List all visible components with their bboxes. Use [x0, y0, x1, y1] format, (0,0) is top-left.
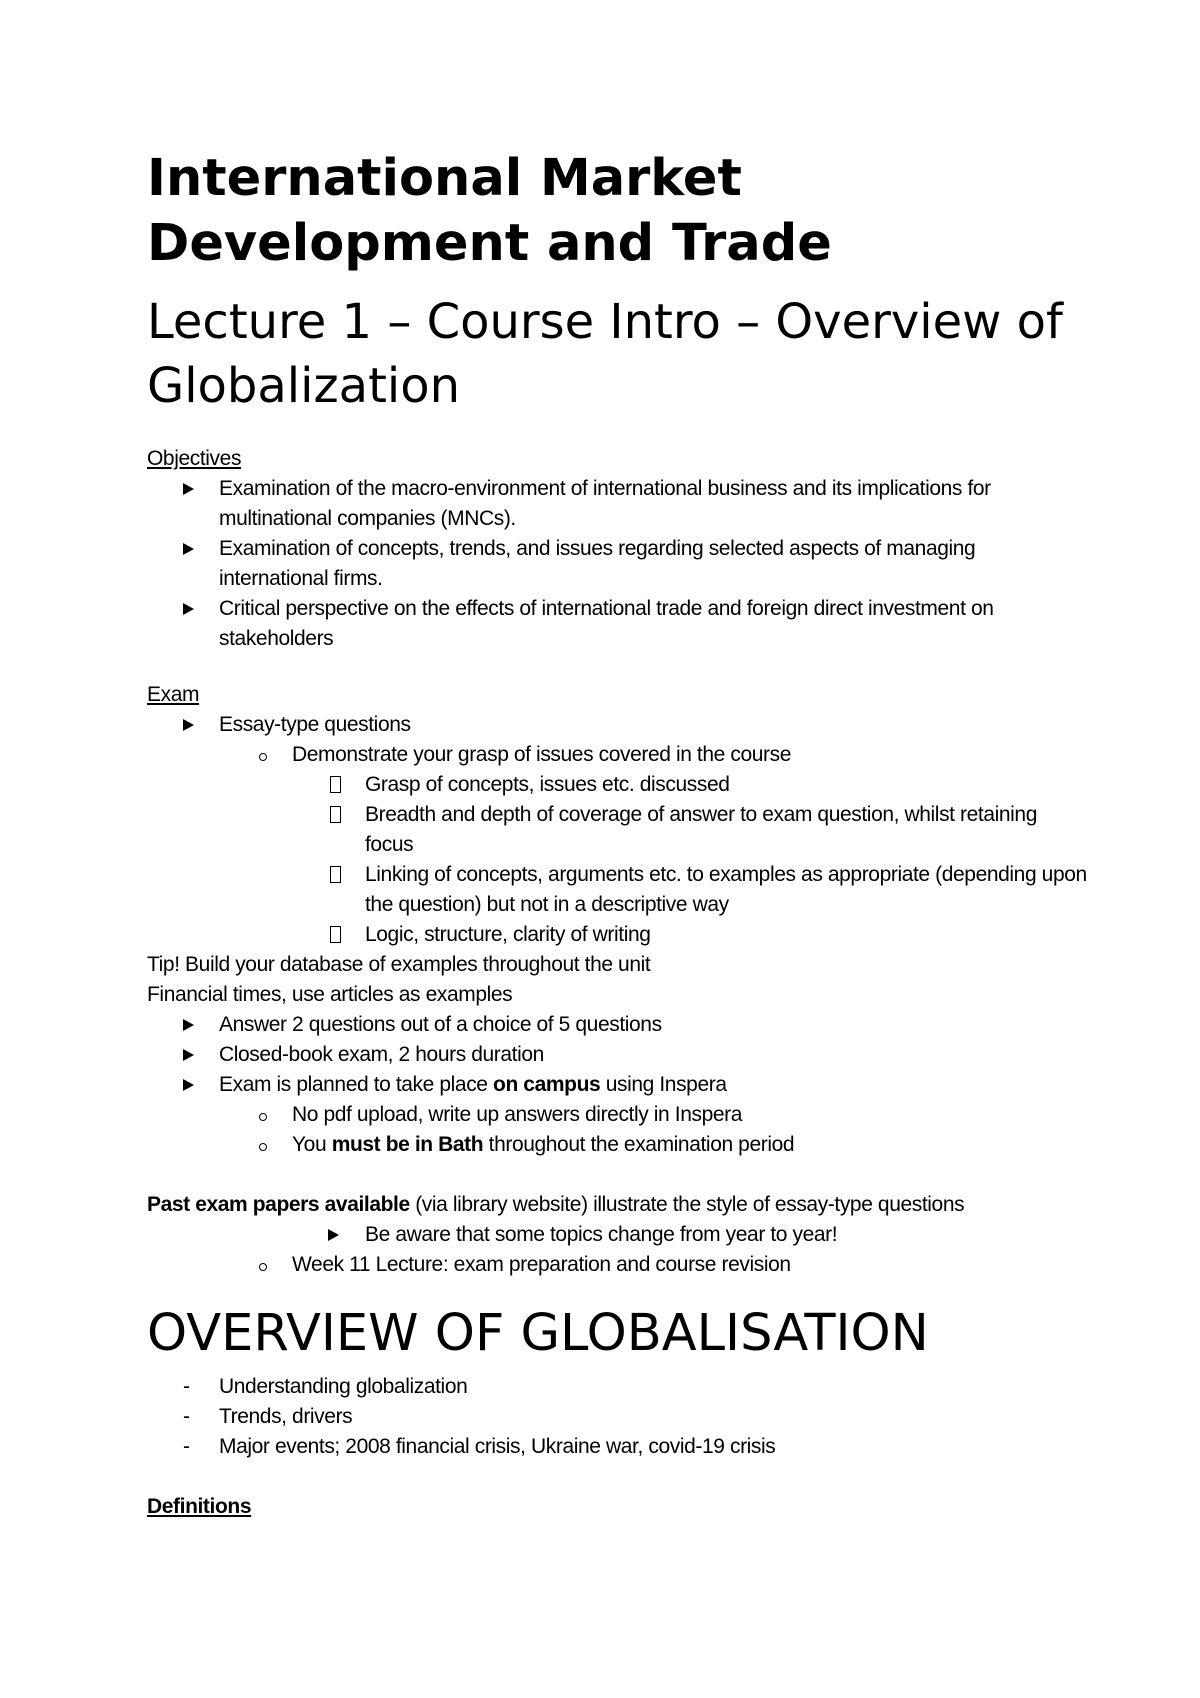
- missing-glyph-bullet-icon: [328, 920, 348, 952]
- document-page: [147, 146, 1087, 1522]
- document-body: [147, 444, 1087, 1280]
- triangle-bullet-icon: [183, 1010, 203, 1040]
- exam-essay-item: Essay-type questions: [147, 710, 1087, 740]
- circle-bullet-icon: [256, 1130, 276, 1160]
- missing-glyph-bullet-icon: [328, 770, 348, 802]
- exam-answer-item: Answer 2 questions out of a choice of 5 questions: [147, 1010, 1087, 1040]
- triangle-bullet-icon: [183, 1070, 203, 1100]
- overview-item: - Understanding globalization: [147, 1372, 1087, 1402]
- dash-bullet-icon: -: [183, 1375, 190, 1398]
- objective-item: Examination of the macro-environment of international business and its implications for multinational companies (MNCs).: [147, 474, 1087, 534]
- circle-bullet-icon: [256, 740, 276, 770]
- aware-item: Be aware that some topics change from year to year!: [147, 1220, 1087, 1250]
- overview-heading: OVERVIEW OF GLOBALISATION: [147, 1304, 929, 1363]
- document-title: International Market Development and Trade: [147, 149, 832, 273]
- triangle-bullet-icon: [183, 1040, 203, 1070]
- triangle-bullet-icon: [183, 594, 203, 624]
- dash-bullet-icon: -: [183, 1435, 190, 1458]
- past-papers-note: Past exam papers available (via library website) illustrate the style of essay-type questions: [147, 1193, 965, 1216]
- triangle-bullet-icon: [183, 710, 203, 740]
- triangle-bullet-icon: [183, 534, 203, 564]
- lecture-subtitle: Lecture 1 – Course Intro – Overview of Globalization: [147, 294, 1063, 414]
- circle-bullet-icon: [256, 1100, 276, 1130]
- overview-item: - Major events; 2008 financial crisis, Ukraine war, covid-19 crisis: [147, 1432, 1087, 1462]
- exam-closed-item: Closed-book exam, 2 hours duration: [147, 1040, 1087, 1070]
- dash-bullet-icon: -: [183, 1405, 190, 1428]
- missing-glyph-bullet-icon: [328, 800, 348, 832]
- objective-item: Critical perspective on the effects of international trade and foreign direct investment on stakeholders: [147, 594, 1087, 654]
- missing-glyph-bullet-icon: [328, 860, 348, 892]
- objectives-heading: Objectives: [147, 447, 242, 470]
- triangle-bullet-icon: [183, 474, 203, 504]
- exam-ft-note: Financial times, use articles as examples: [147, 983, 513, 1006]
- overview-body: [147, 1372, 1087, 1522]
- objective-item: Examination of concepts, trends, and issues regarding selected aspects of managing international firms.: [147, 534, 1087, 594]
- exam-criterion-item: Grasp of concepts, issues etc. discussed: [147, 770, 1087, 800]
- exam-planned-item: Exam is planned to take place on campus using Inspera: [147, 1070, 1087, 1100]
- exam-bath-item: You must be in Bath throughout the examination period: [147, 1130, 1087, 1160]
- exam-nopdf-item: No pdf upload, write up answers directly in Inspera: [147, 1100, 1087, 1130]
- exam-demonstrate-item: Demonstrate your grasp of issues covered in the course: [147, 740, 1087, 770]
- exam-criterion-item: Breadth and depth of coverage of answer to exam question, whilst retaining focus: [147, 800, 1087, 860]
- definitions-heading: Definitions: [147, 1495, 252, 1518]
- triangle-bullet-icon: [328, 1220, 348, 1250]
- circle-bullet-icon: [256, 1250, 276, 1280]
- week11-item: Week 11 Lecture: exam preparation and course revision: [147, 1250, 1087, 1280]
- exam-criterion-item: Linking of concepts, arguments etc. to examples as appropriate (depending upon the question) but not in a descriptive way: [147, 860, 1087, 920]
- exam-heading: Exam: [147, 683, 200, 706]
- overview-item: - Trends, drivers: [147, 1402, 1087, 1432]
- exam-tip: Tip! Build your database of examples throughout the unit: [147, 953, 651, 976]
- exam-criterion-item: Logic, structure, clarity of writing: [147, 920, 1087, 950]
